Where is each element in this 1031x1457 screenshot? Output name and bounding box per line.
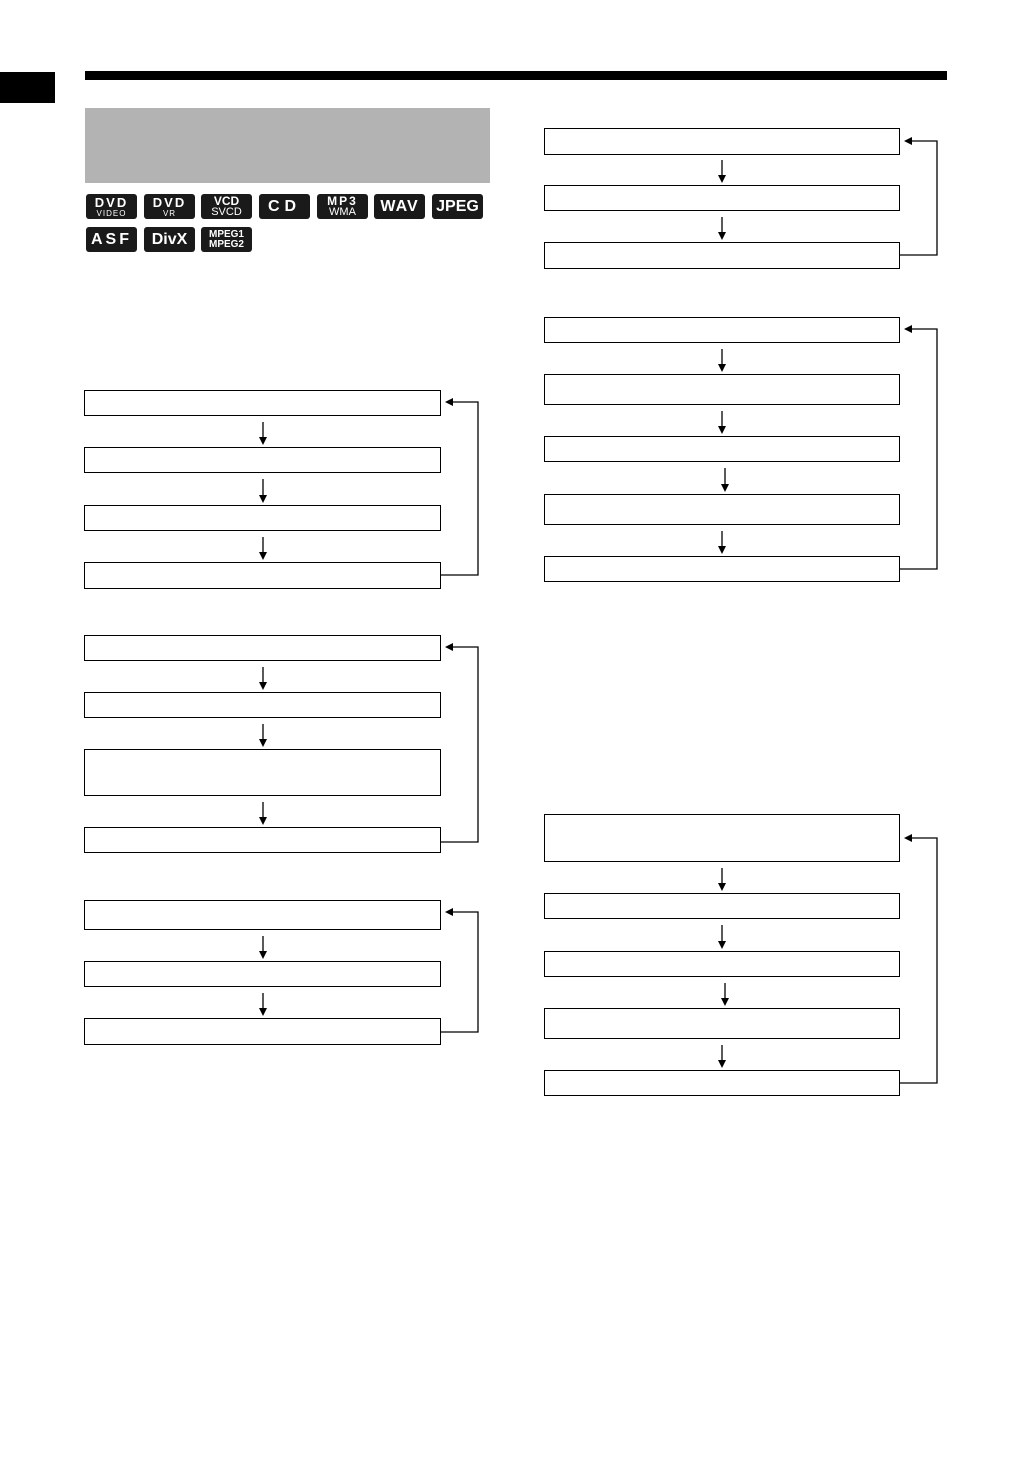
badge-cd: CD [259,194,310,219]
badge-asf: ASF [86,227,137,252]
badge-divx: DivX [144,227,195,252]
badge-jpeg: JPEG [432,194,483,219]
badge-mpeg1-mpeg2: MPEG1 MPEG2 [201,227,252,252]
badge-vcd-svcd: VCD SVCD [201,194,252,219]
badge-mp3-wma: MP3 WMA [317,194,368,219]
badge-dvd-video: DVD VIDEO [86,194,137,219]
badge-wav: WAV [374,194,425,219]
badge-dvd-vr: DVD VR [144,194,195,219]
